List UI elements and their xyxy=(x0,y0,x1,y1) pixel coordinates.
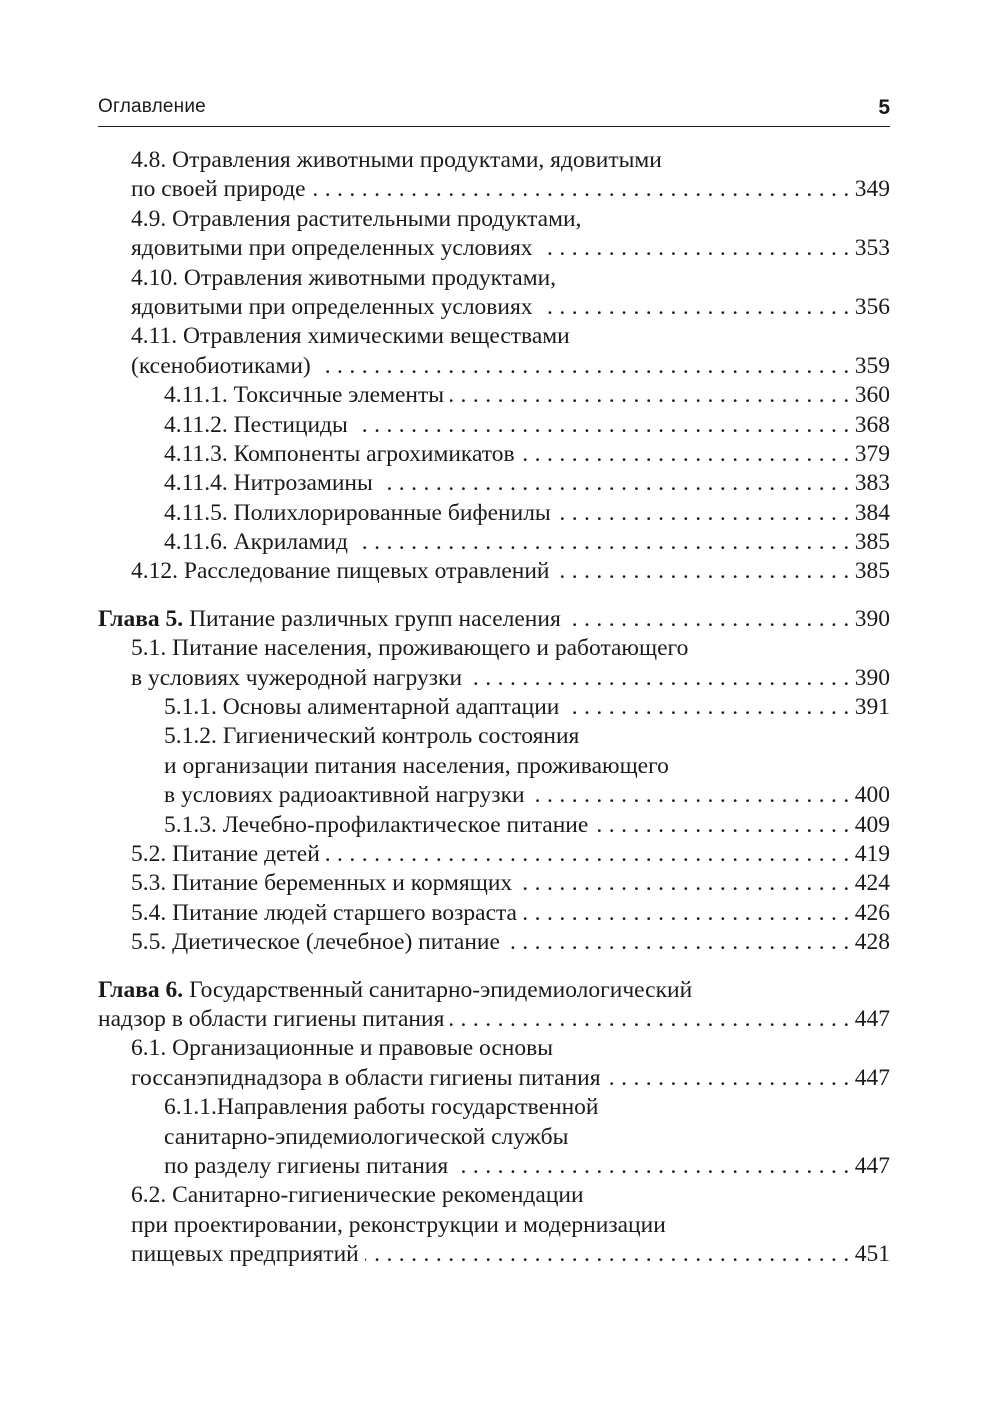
page-number: 5 xyxy=(878,96,890,119)
toc-entry-title: при проектировании, реконструкции и модернизации xyxy=(131,1211,672,1240)
toc-entry-title: . . . 5.1.1. Основы алиментарной адаптации xyxy=(164,693,565,722)
toc-entry-line[interactable] xyxy=(0,1093,1000,1122)
toc-entry-line[interactable] xyxy=(0,469,1000,498)
toc-page-number: 385 xyxy=(854,529,890,556)
toc-entry-title: . . . 5.4. Питание людей старшего возраста xyxy=(131,899,523,928)
toc-entry-title: . . . по разделу гигиены питания xyxy=(164,1152,454,1181)
toc-page-number: 384 xyxy=(854,499,890,526)
toc-entry-title: . . . ядовитыми при определенных условиях xyxy=(131,234,539,263)
toc-entry-title: . . . 4.11.2. Пестициды xyxy=(164,411,354,440)
toc-entry-title: . . . госсанэпиднадзора в области гигиены питания xyxy=(131,1064,607,1093)
running-header xyxy=(98,92,890,127)
toc-entry-line[interactable] xyxy=(0,1064,1000,1093)
toc-entry-line[interactable] xyxy=(0,293,1000,322)
section-gap xyxy=(0,587,1000,605)
toc-page-number: 356 xyxy=(854,293,890,320)
toc-chapter-line[interactable] xyxy=(0,976,1000,1005)
toc-page-number: 409 xyxy=(854,811,890,838)
toc-page-number: 447 xyxy=(854,1152,890,1179)
toc-page-number: 400 xyxy=(854,782,890,809)
toc-entry-line[interactable] xyxy=(0,811,1000,840)
toc-entry-title: . . . пищевых предприятий xyxy=(131,1240,365,1269)
toc-entry-line[interactable] xyxy=(0,557,1000,586)
toc-entry-title: . . . 4.11.1. Токсичные элементы xyxy=(164,381,450,410)
toc-entry-line[interactable] xyxy=(0,928,1000,957)
toc-entry-title: 6.1.1.Направления работы государственной xyxy=(164,1093,605,1122)
chapter-label: Глава 5. xyxy=(98,605,184,632)
toc-entry-title: 6.1. Организационные и правовые основы xyxy=(131,1034,559,1063)
toc-entry-title: Глава 6. Государственный санитарно-эпидемиологический xyxy=(98,976,698,1005)
toc-entry-line[interactable] xyxy=(0,234,1000,263)
toc-entry-line[interactable] xyxy=(0,1152,1000,1181)
toc-entry-line[interactable] xyxy=(0,840,1000,869)
toc-page-number: 390 xyxy=(854,664,890,691)
toc-entry-title: 4.10. Отравления животными продуктами, xyxy=(131,264,562,293)
toc-entry-line[interactable] xyxy=(0,869,1000,898)
toc-entry-line[interactable] xyxy=(0,381,1000,410)
toc-entry-title: . . . 5.5. Диетическое (лечебное) питание xyxy=(131,928,506,957)
toc-page-number: 391 xyxy=(854,694,890,721)
toc-entry-title: 4.9. Отравления растительными продуктами, xyxy=(131,205,587,234)
toc-entry-title: . . . надзор в области гигиены питания xyxy=(98,1005,450,1034)
toc-entry-title: . . . Глава 5. Питание различных групп населения xyxy=(98,605,567,634)
toc-entry-title: . . . 5.1.3. Лечебно-профилактическое питание xyxy=(164,811,594,840)
toc-entry-title: . . . 4.11.6. Акриламид xyxy=(164,528,354,557)
toc-entry-line[interactable] xyxy=(0,1181,1000,1210)
toc-entry-line[interactable] xyxy=(0,264,1000,293)
toc-entry-line[interactable] xyxy=(0,205,1000,234)
toc-entry-title: . . . в условиях чужеродной нагрузки xyxy=(131,664,468,693)
toc-entry-line[interactable] xyxy=(0,781,1000,810)
toc-entry-title: . . . (ксенобиотиками) xyxy=(131,352,317,381)
toc-entry-title: . . . 4.11.3. Компоненты агрохимикатов xyxy=(164,440,521,469)
toc-entry-line[interactable] xyxy=(0,752,1000,781)
toc-entry-title: 4.8. Отравления животными продуктами, ядовитыми xyxy=(131,146,668,175)
toc-entry-title: . . . 4.11.4. Нитрозамины xyxy=(164,469,379,498)
toc-page-number: 424 xyxy=(854,870,890,897)
toc-page-number: 390 xyxy=(854,605,890,632)
toc-entry-line[interactable] xyxy=(0,722,1000,751)
toc-page-number: 353 xyxy=(854,235,890,262)
toc-entry-title: 5.1.2. Гигиенический контроль состояния xyxy=(164,722,585,751)
toc-page-number: 383 xyxy=(854,470,890,497)
toc-entry-line[interactable] xyxy=(0,175,1000,204)
toc-chapter-line[interactable] xyxy=(0,605,1000,634)
toc-entry-line[interactable] xyxy=(0,1034,1000,1063)
toc-entry-line[interactable] xyxy=(0,322,1000,351)
toc-entry-title: . . . в условиях радиоактивной нагрузки xyxy=(164,781,531,810)
toc-chapter-line[interactable] xyxy=(0,1005,1000,1034)
toc-page-number: 447 xyxy=(854,1064,890,1091)
toc-entry-line[interactable] xyxy=(0,664,1000,693)
toc-page-number: 385 xyxy=(854,558,890,585)
toc-page-number: 360 xyxy=(854,382,890,409)
toc-entry-line[interactable] xyxy=(0,146,1000,175)
toc-entry-title: 5.1. Питание населения, проживающего и работающего xyxy=(131,634,694,663)
toc-page-number: 428 xyxy=(854,929,890,956)
toc-entry-title: . . . ядовитыми при определенных условиях xyxy=(131,293,539,322)
toc-entry-title: 4.11. Отравления химическими веществами xyxy=(131,322,576,351)
toc-page-number: 379 xyxy=(854,440,890,467)
toc-entry-title: . . . 4.12. Расследование пищевых отравлений xyxy=(131,557,556,586)
toc-entry-line[interactable] xyxy=(0,634,1000,663)
running-header-title: Оглавление xyxy=(98,96,206,117)
toc-page-number: 349 xyxy=(854,176,890,203)
section-gap xyxy=(0,958,1000,976)
toc-page-number: 451 xyxy=(854,1241,890,1268)
toc-page-number: 359 xyxy=(854,352,890,379)
toc-page-number: 419 xyxy=(854,840,890,867)
toc-entry-line[interactable] xyxy=(0,440,1000,469)
toc-entry-line[interactable] xyxy=(0,528,1000,557)
toc-entry-title: санитарно-эпидемиологической службы xyxy=(164,1123,574,1152)
chapter-label: Глава 6. xyxy=(98,976,184,1003)
toc-page-number: 447 xyxy=(854,1005,890,1032)
toc-entry-title: . . . 5.3. Питание беременных и кормящих xyxy=(131,869,518,898)
toc-entry-line[interactable] xyxy=(0,899,1000,928)
toc-entry-title: 6.2. Санитарно-гигиенические рекомендации xyxy=(131,1181,590,1210)
toc-entry-line[interactable] xyxy=(0,1211,1000,1240)
toc-entry-line[interactable] xyxy=(0,1240,1000,1269)
toc-entry-title: и организации питания населения, проживающего xyxy=(164,752,675,781)
toc-entry-line[interactable] xyxy=(0,411,1000,440)
toc-entry-line[interactable] xyxy=(0,352,1000,381)
toc-entry-line[interactable] xyxy=(0,693,1000,722)
toc-entry-line[interactable] xyxy=(0,1123,1000,1152)
toc-page-number: 368 xyxy=(854,411,890,438)
toc-page-number: 426 xyxy=(854,899,890,926)
table-of-contents xyxy=(0,146,1000,1269)
toc-entry-line[interactable] xyxy=(0,499,1000,528)
toc-entry-title: . . . 4.11.5. Полихлорированные бифенилы xyxy=(164,499,557,528)
toc-entry-title: . . . по своей природе xyxy=(131,175,312,204)
toc-entry-title: . . . 5.2. Питание детей xyxy=(131,840,326,869)
